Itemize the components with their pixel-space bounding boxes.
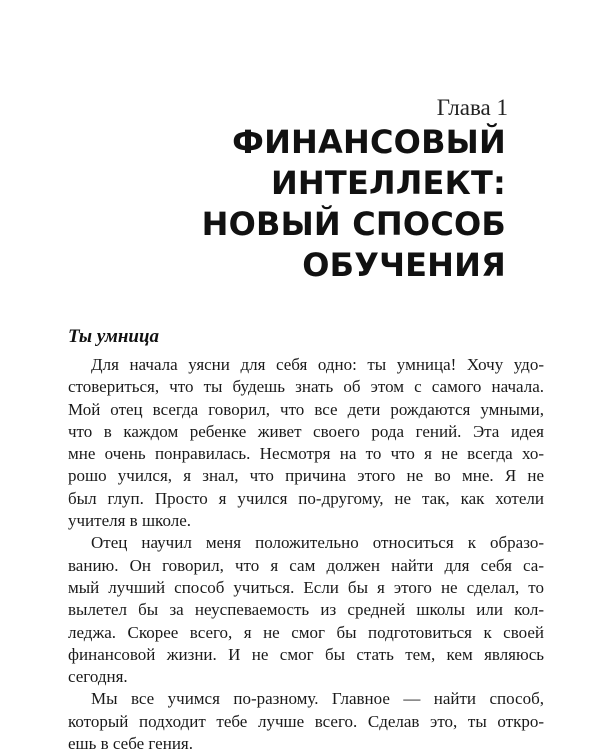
- body-text: [68, 354, 544, 755]
- text-line: леджа. Скорее всего, я не смог бы подготовиться к своей: [68, 622, 544, 642]
- chapter-title-line: ИНТЕЛЛЕКТ:: [270, 164, 506, 202]
- text-line: рошо учился, я знал, что причина этого не во мне. Я не: [68, 466, 544, 486]
- paragraph-3: [68, 688, 544, 755]
- chapter-title-line: ОБУЧЕНИЯ: [302, 246, 506, 284]
- text-line: ешь в себе гения.: [68, 734, 193, 754]
- text-line: мый лучший способ учиться. Если бы я этого не сделал, то: [68, 577, 544, 597]
- text-line: стовериться, что ты будешь знать об этом с самого начала.: [68, 377, 544, 397]
- text-line: мне очень понравилась. Несмотря на то что я не всегда хо-: [68, 444, 544, 464]
- text-line: финансовой жизни. И не смог бы стать тем, кем являюсь: [68, 644, 544, 664]
- chapter-title: [146, 122, 506, 286]
- chapter-title-line: ФИНАНСОВЫЙ: [232, 123, 506, 161]
- chapter-title-line: НОВЫЙ СПОСОБ: [201, 205, 506, 243]
- text-line: Отец научил меня положительно относиться к образо-: [91, 533, 544, 553]
- text-line: Мы все учимся по-разному. Главное — найти способ,: [91, 689, 544, 709]
- paragraph-2: [68, 532, 544, 688]
- text-line: вылетел бы за неуспеваемость из средней школы или кол-: [68, 600, 544, 620]
- text-line: ванию. Он говорил, что я сам должен найти для себя са-: [68, 555, 544, 575]
- text-line: который подходит тебе лучше всего. Сделав это, ты откро-: [68, 711, 544, 731]
- text-line: был глуп. Просто я учился по-другому, не так, как хотели: [68, 488, 544, 508]
- section-heading: Ты умница: [68, 326, 160, 347]
- text-line: учителя в школе.: [68, 511, 191, 531]
- chapter-number: Глава 1: [436, 95, 508, 120]
- text-line: Мой отец всегда говорил, что все дети рождаются умными,: [68, 399, 544, 419]
- text-line: Для начала уясни для себя одно: ты умница! Хочу удо-: [91, 355, 544, 374]
- text-line: что в каждом ребенке живет своего рода гений. Эта идея: [68, 421, 544, 441]
- text-line: сегодня.: [68, 667, 128, 687]
- paragraph-1: [68, 354, 544, 532]
